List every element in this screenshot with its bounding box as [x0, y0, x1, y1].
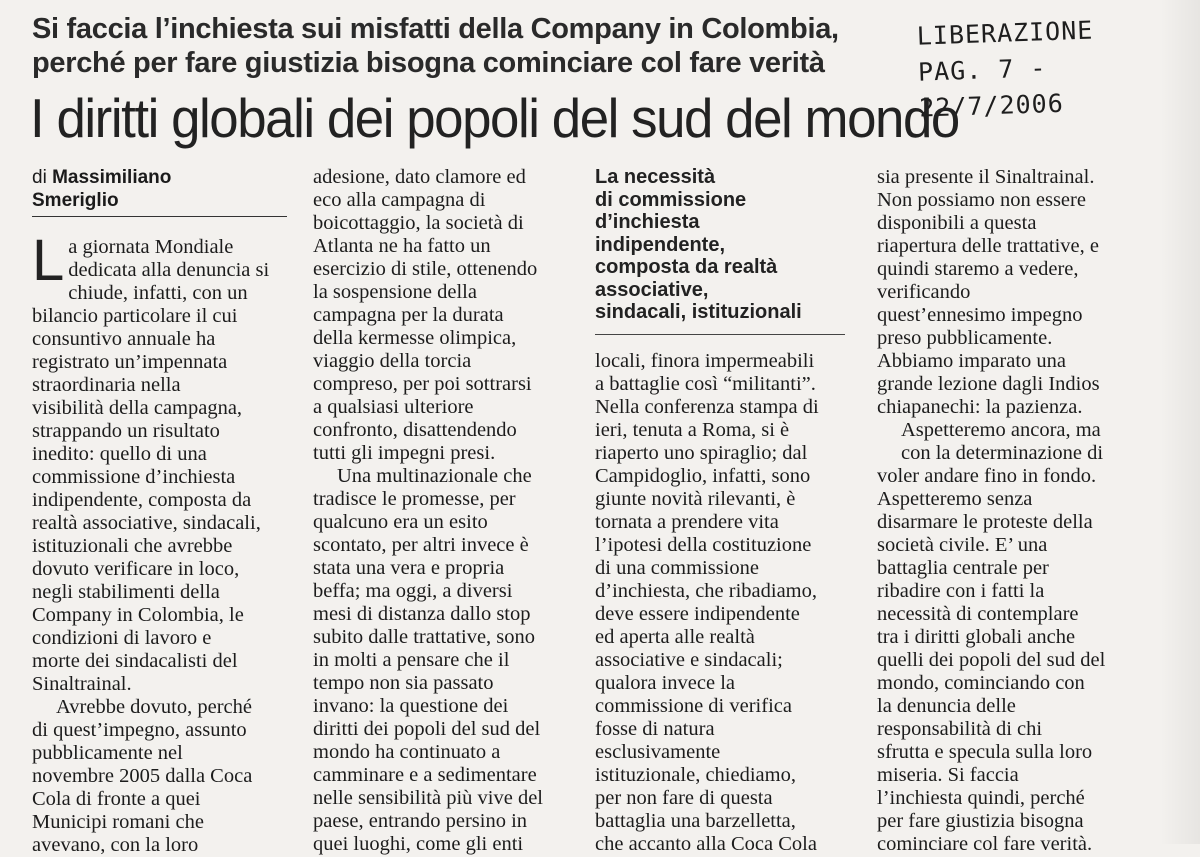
body-line: chiapanechi: la pazienza.	[877, 396, 1083, 418]
body-line: dedicata alla denuncia si	[68, 259, 270, 281]
body-line: bilancio particolare il cui	[32, 305, 238, 327]
pull-quote-line: indipendente,	[595, 233, 725, 256]
body-line: confronto, disattendendo	[313, 419, 517, 441]
body-line: fosse di natura	[595, 718, 715, 740]
body-line: tradisce le promesse, per	[313, 488, 516, 510]
body-line: chiude, infatti, con un	[68, 282, 248, 304]
body-line: per non fare di questa	[595, 787, 773, 809]
body-line: a qualsiasi ulteriore	[313, 396, 474, 418]
body-line: Nella conferenza stampa di	[595, 396, 819, 418]
kicker	[32, 12, 912, 80]
body-line: d’inchiesta, che ribadiamo,	[595, 580, 817, 602]
body-line: Aspetteremo senza	[877, 488, 1033, 510]
headline: I diritti globali dei popoli del sud del mondo	[30, 87, 959, 149]
body-line: indipendente, composta da	[32, 489, 252, 511]
body-line: l’inchiesta quindi, perché	[877, 787, 1085, 809]
body-line: quelli dei popoli del sud del	[877, 649, 1106, 671]
body-line: straordinaria nella	[32, 374, 181, 396]
body-line: tempo non sia passato	[313, 672, 494, 694]
body-line: eco alla campagna di	[313, 189, 486, 211]
body-line: a giornata Mondiale	[68, 236, 234, 258]
body-line: Non possiamo non essere	[877, 189, 1086, 211]
body-line: strappando un risultato	[32, 420, 220, 442]
body-line: commissione d’inchiesta	[32, 466, 236, 488]
body-line: avevano, con la loro	[32, 834, 199, 856]
body-line: mesi di distanza dallo stop	[313, 603, 531, 625]
column-1	[32, 228, 277, 857]
body-line: campagna per la durata	[313, 304, 504, 326]
body-line: della kermesse olimpica,	[313, 327, 517, 349]
column-2	[313, 166, 558, 856]
body-line: associative e sindacali;	[595, 649, 783, 671]
body-line: miseria. Si faccia	[877, 764, 1019, 786]
body-line: locali, finora impermeabili	[595, 350, 815, 372]
pull-quote-line: d’inchiesta	[595, 211, 700, 233]
body-line: istituzionale, chiediamo,	[595, 764, 796, 786]
body-line: disponibili a questa	[877, 212, 1037, 234]
body-line: battaglia centrale per	[877, 557, 1049, 579]
body-line: diritti dei popoli del sud del	[313, 718, 541, 740]
body-line: morte dei sindacalisti del	[32, 650, 238, 672]
body-line: preso pubblicamente.	[877, 327, 1053, 349]
body-line: condizioni di lavoro e	[32, 627, 212, 649]
body-line: grande lezione dagli Indios	[877, 373, 1100, 395]
body-line: verificando	[877, 281, 971, 303]
body-line: Company in Colombia, le	[32, 604, 244, 626]
page-edge-shadow	[1160, 0, 1200, 844]
dropcap: L	[32, 228, 65, 293]
pull-quote-line: associative,	[595, 278, 709, 301]
body-line: novembre 2005 dalla Coca	[32, 765, 253, 787]
body-line: mondo ha continuato a	[313, 741, 501, 763]
body-line: mondo, cominciando con	[877, 672, 1085, 694]
pull-quote-line: composta da realtà	[595, 256, 778, 278]
body-line: deve essere indipendente	[595, 603, 800, 625]
body-line: paese, entrando persino in	[313, 810, 528, 832]
body-line: camminare e a sedimentare	[313, 764, 537, 786]
body-line: quest’ennesimo impegno	[877, 304, 1083, 326]
body-line: realtà associative, sindacali,	[32, 512, 261, 534]
body-line: subito dalle trattative, sono	[313, 626, 536, 648]
body-line: sfrutta e specula sulla loro	[877, 741, 1093, 763]
handwritten-note-date: PAG. 7 - 22/7/2006	[917, 53, 1065, 123]
body-line: ieri, tenuta a Roma, si è	[595, 419, 790, 441]
body-line: istituzionali che avrebbe	[32, 535, 233, 557]
body-line: di una commissione	[595, 557, 759, 579]
body-line: che accanto alla Coca Cola	[595, 833, 817, 855]
body-line: commissione di verifica	[595, 695, 792, 717]
byline	[32, 166, 287, 217]
body-line: riaperto uno spiraglio; dal	[595, 442, 808, 464]
body-line: l’ipotesi della costituzione	[595, 534, 812, 556]
body-line: negli stabilimenti della	[32, 581, 220, 603]
body-line: Una multinazionale che	[337, 465, 532, 487]
body-line: per fare giustizia bisogna	[877, 810, 1084, 832]
body-line: cominciare col fare verità.	[877, 833, 1093, 855]
body-line: la denuncia delle	[877, 695, 1016, 717]
body-line: esclusivamente	[595, 741, 721, 763]
body-line: Avrebbe dovuto, perché	[56, 696, 253, 718]
body-line: Sinaltrainal.	[32, 673, 132, 695]
body-line: scontato, per altri invece è	[313, 534, 529, 556]
kicker-line-2: perché per fare giustizia bisogna cominciare col fare verità	[32, 47, 825, 79]
body-line: consuntivo annuale ha	[32, 328, 216, 350]
body-line: Abbiamo imparato una	[877, 350, 1067, 372]
body-line: disarmare le proteste della	[877, 511, 1093, 533]
body-line: registrato un’impennata	[32, 351, 228, 373]
body-line: riapertura delle trattative, e	[877, 235, 1099, 257]
body-line: adesione, dato clamore ed	[313, 166, 526, 188]
body-line: società civile. E’ una	[877, 534, 1048, 556]
handwritten-note-source: LIBERAZIONE	[916, 15, 1094, 51]
body-line: Campidoglio, infatti, sono	[595, 465, 811, 487]
body-line: ribadire con i fatti la	[877, 580, 1045, 602]
body-line: Municipi romani che	[32, 811, 204, 833]
body-line: tornata a prendere vita	[595, 511, 779, 533]
body-line: compreso, per poi sottrarsi	[313, 373, 532, 395]
body-line: boicottaggio, la società di	[313, 212, 524, 234]
body-line: quindi staremo a vedere,	[877, 258, 1079, 280]
body-line: tra i diritti globali anche	[877, 626, 1076, 648]
kicker-line-1: Si faccia l’inchiesta sui misfatti della Company in Colombia,	[32, 13, 839, 45]
body-line: pubblicamente nel	[32, 742, 183, 764]
body-line: visibilità della campagna,	[32, 397, 243, 419]
body-line: in molti a pensare che il	[313, 649, 510, 671]
body-line: Atlanta ne ha fatto un	[313, 235, 491, 257]
pull-quote-line: di commissione	[595, 188, 747, 211]
byline-author-last: Smeriglio	[32, 190, 119, 211]
body-line: responsabilità di chi	[877, 718, 1043, 740]
body-line: stata una vera e propria	[313, 557, 505, 579]
byline-author-first: Massimiliano	[52, 167, 172, 188]
body-line: battaglia una barzelletta,	[595, 810, 796, 832]
body-line: tutti gli impegni presi.	[313, 442, 496, 464]
pull-quote-line: La necessità	[595, 166, 716, 188]
body-line: Cola di fronte a quei	[32, 788, 201, 810]
body-line: con la determinazione di	[901, 442, 1104, 464]
body-line: voler andare fino in fondo.	[877, 465, 1097, 487]
byline-prefix: di	[32, 167, 47, 188]
body-line: invano: la questione dei	[313, 695, 509, 717]
body-line: giunte novità rilevanti, è	[595, 488, 796, 510]
body-line: di quest’impegno, assunto	[32, 719, 247, 741]
column-4	[877, 166, 1122, 856]
body-line: qualcuno era un esito	[313, 511, 488, 533]
column-3	[595, 350, 840, 856]
body-line: esercizio di stile, ottenendo	[313, 258, 538, 280]
body-line: a battaglie così “militanti”.	[595, 373, 816, 395]
body-line: la sospensione della	[313, 281, 477, 303]
pull-quote-rule	[595, 334, 845, 335]
body-line: beffa; ma oggi, a diversi	[313, 580, 513, 602]
body-line: nelle sensibilità più vive del	[313, 787, 544, 809]
body-line: necessità di contemplare	[877, 603, 1079, 625]
body-line: ed aperta alle realtà	[595, 626, 755, 648]
pull-quote-line: sindacali, istituzionali	[595, 301, 802, 323]
body-line: viaggio della torcia	[313, 350, 472, 372]
body-line: dovuto verificare in loco,	[32, 558, 240, 580]
body-line: inedito: quello di una	[32, 443, 207, 465]
pull-quote	[595, 166, 855, 324]
body-line: qualora invece la	[595, 672, 736, 694]
body-line: Aspetteremo ancora, ma	[901, 419, 1101, 441]
body-line: quei luoghi, come gli enti	[313, 833, 524, 855]
body-line: sia presente il Sinaltrainal.	[877, 166, 1095, 188]
